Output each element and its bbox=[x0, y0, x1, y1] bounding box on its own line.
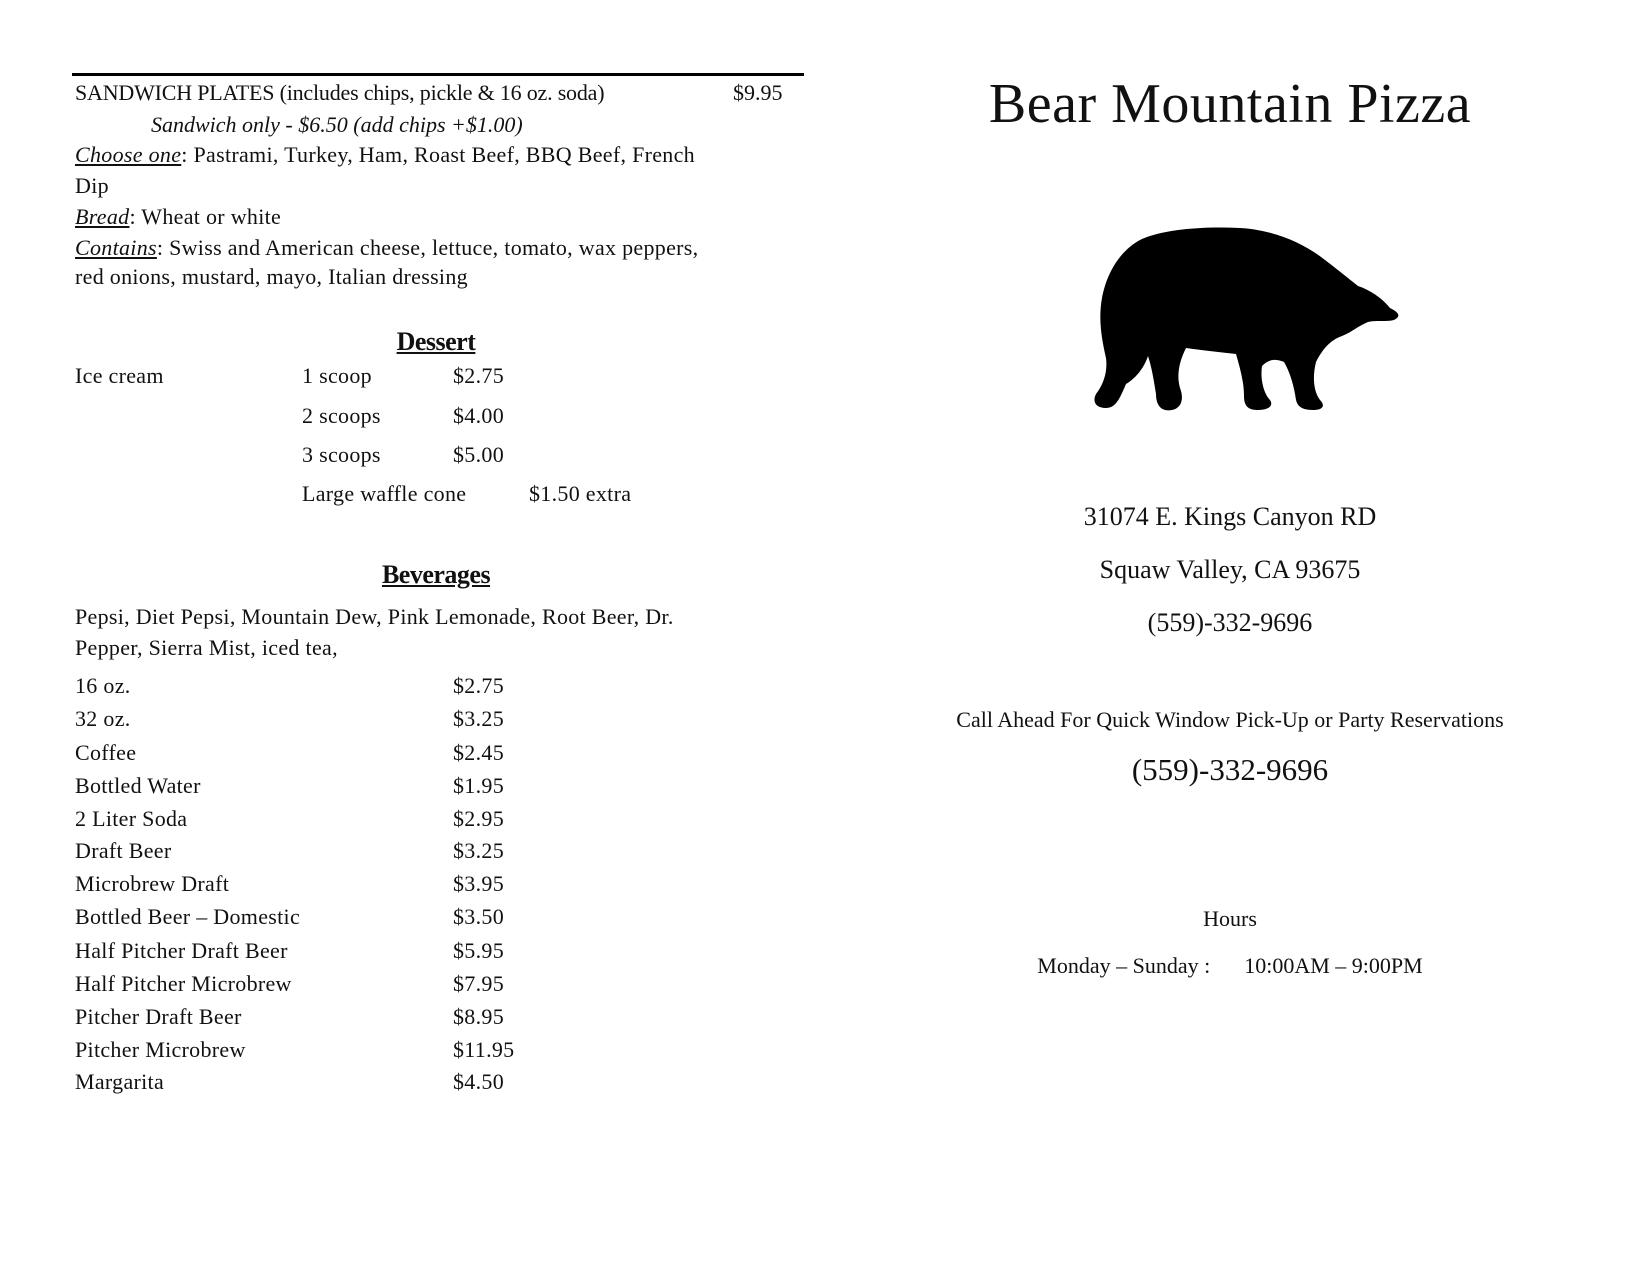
address-line-2: Squaw Valley, CA 93675 bbox=[1099, 555, 1361, 584]
beverage-name: Pitcher Microbrew bbox=[75, 1037, 246, 1062]
hours-label: Hours bbox=[1203, 906, 1257, 931]
hours-line bbox=[900, 953, 1560, 979]
dessert-title: Dessert bbox=[396, 327, 476, 356]
beverage-price: $3.95 bbox=[453, 871, 504, 896]
choose-one-line bbox=[75, 140, 785, 170]
waffle-cone-price: $1.50 extra bbox=[529, 481, 632, 506]
beverage-name: 16 oz. bbox=[75, 673, 131, 698]
beverage-price: $7.95 bbox=[453, 971, 504, 996]
beverage-price: $4.50 bbox=[453, 1069, 504, 1094]
beverage-price: $2.45 bbox=[453, 740, 504, 765]
dessert-size: 1 scoop bbox=[302, 363, 372, 388]
beverage-name: Margarita bbox=[75, 1069, 165, 1094]
sandwich-only-note: Sandwich only - $6.50 (add chips +$1.00) bbox=[151, 112, 523, 137]
reservation-phone: (559)-332-9696 bbox=[1131, 752, 1329, 787]
beverage-name: Half Pitcher Draft Beer bbox=[75, 938, 288, 963]
contains-label: Contains bbox=[75, 235, 157, 260]
ice-cream-label: Ice cream bbox=[75, 363, 164, 388]
dessert-size: 3 scoops bbox=[302, 442, 381, 467]
waffle-cone-label: Large waffle cone bbox=[302, 481, 467, 506]
sandwich-plates-heading: SANDWICH PLATES (includes chips, pickle & 16 oz. soda) bbox=[75, 80, 605, 105]
bread-line bbox=[75, 202, 785, 232]
address-line-1: 31074 E. Kings Canyon RD bbox=[1083, 502, 1377, 531]
beverage-name: Bottled Water bbox=[75, 773, 201, 798]
dessert-price: $2.75 bbox=[453, 363, 504, 388]
beverages-description-2: Pepper, Sierra Mist, iced tea, bbox=[75, 635, 338, 660]
choose-one-text: : Pastrami, Turkey, Ham, Roast Beef, BBQ Beef, French bbox=[181, 142, 695, 167]
beverage-name: 32 oz. bbox=[75, 706, 131, 731]
beverage-price: $2.95 bbox=[453, 806, 504, 831]
dessert-size: 2 scoops bbox=[302, 403, 381, 428]
dessert-price: $5.00 bbox=[453, 442, 504, 467]
beverage-price: $1.95 bbox=[453, 773, 504, 798]
beverage-price: $2.75 bbox=[453, 673, 504, 698]
beverage-name: Microbrew Draft bbox=[75, 871, 230, 896]
choose-one-line-2: Dip bbox=[75, 173, 109, 198]
choose-one-label: Choose one bbox=[75, 142, 182, 167]
bread-text: : Wheat or white bbox=[129, 204, 282, 229]
beverage-name: Half Pitcher Microbrew bbox=[75, 971, 292, 996]
beverage-name: Draft Beer bbox=[75, 838, 172, 863]
hours-time: 10:00AM – 9:00PM bbox=[1244, 953, 1423, 978]
beverages-description: Pepsi, Diet Pepsi, Mountain Dew, Pink Lemonade, Root Beer, Dr. bbox=[75, 604, 674, 629]
beverage-price: $3.25 bbox=[453, 838, 504, 863]
bread-label: Bread bbox=[75, 204, 130, 229]
beverage-name: Bottled Beer – Domestic bbox=[75, 904, 301, 929]
beverage-price: $8.95 bbox=[453, 1004, 504, 1029]
hours-days: Monday – Sunday : bbox=[1037, 953, 1211, 978]
bear-silhouette-icon bbox=[1090, 222, 1402, 412]
call-ahead-note: Call Ahead For Quick Window Pick-Up or Party Reservations bbox=[956, 707, 1504, 732]
beverages-title: Beverages bbox=[381, 560, 491, 589]
beverage-name: Pitcher Draft Beer bbox=[75, 1004, 242, 1029]
dessert-price: $4.00 bbox=[453, 403, 504, 428]
beverage-price: $11.95 bbox=[453, 1037, 515, 1062]
contains-line bbox=[75, 233, 785, 263]
contains-line-2: red onions, mustard, mayo, Italian dressing bbox=[75, 264, 468, 289]
beverage-price: $5.95 bbox=[453, 938, 504, 963]
top-rule bbox=[72, 73, 804, 76]
phone-number: (559)-332-9696 bbox=[1147, 608, 1313, 637]
beverage-price: $3.50 bbox=[453, 904, 504, 929]
sandwich-plates-price: $9.95 bbox=[733, 80, 783, 105]
beverage-price: $3.25 bbox=[453, 706, 504, 731]
beverage-name: 2 Liter Soda bbox=[75, 806, 188, 831]
beverage-name: Coffee bbox=[75, 740, 137, 765]
contains-text: : Swiss and American cheese, lettuce, tomato, wax peppers, bbox=[156, 235, 699, 260]
restaurant-name: Bear Mountain Pizza bbox=[988, 73, 1472, 135]
